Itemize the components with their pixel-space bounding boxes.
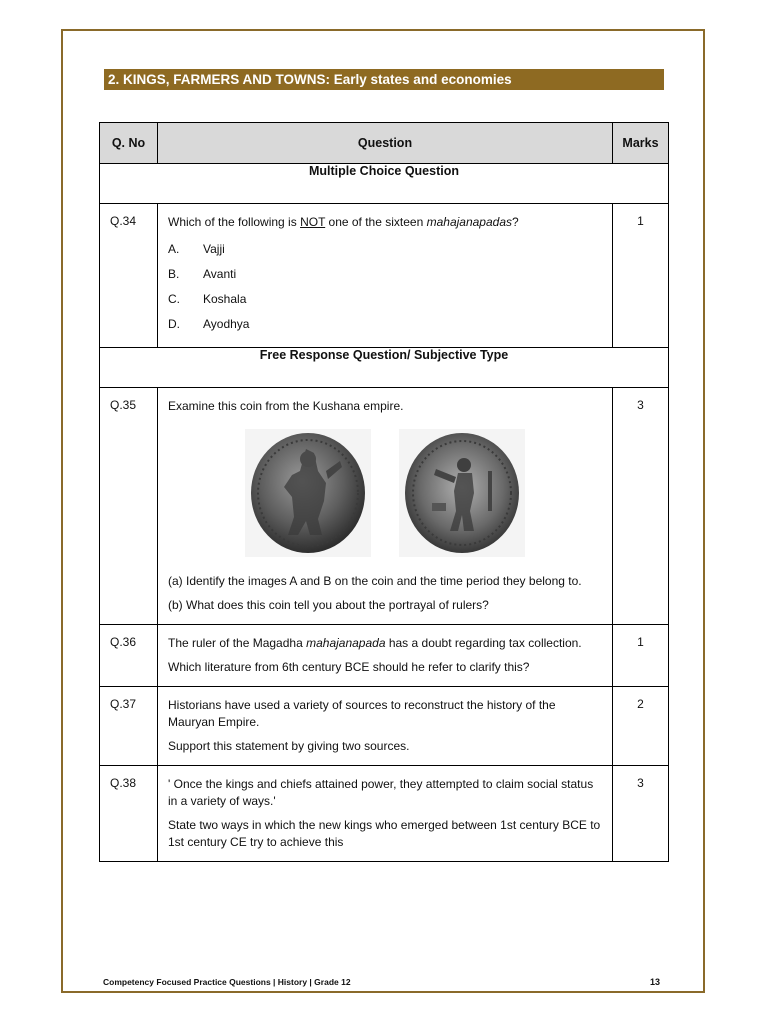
q35-part-b: (b) What does this coin tell you about the portrayal of rulers? [168,598,489,612]
question-text [158,625,613,687]
question-number: Q.38 [100,766,158,862]
q37-text1: Historians have used a variety of sources to reconstruct the history of the Mauryan Empire. [168,698,556,729]
table-row [100,687,669,766]
question-number: Q.37 [100,687,158,766]
marks-value: 2 [613,687,669,766]
q35-intro: Examine this coin from the Kushana empire. [168,399,404,413]
q36-text1: The ruler of the Magadha mahajanapada has a doubt regarding tax collection. [168,636,582,650]
table-row [100,388,669,625]
question-text [158,204,613,348]
mcq-heading: Multiple Choice Question [100,164,669,204]
coin-image-b [399,429,525,557]
q36-text2: Which literature from 6th century BCE should he refer to clarify this? [168,660,530,674]
q37-text2: Support this statement by giving two sources. [168,739,410,753]
table-row [100,625,669,687]
coin-image-a [245,429,371,557]
frq-heading: Free Response Question/ Subjective Type [100,348,669,388]
option-b: B. Avanti [168,267,237,281]
option-a: A. Vajji [168,242,225,256]
header-question: Question [158,123,613,164]
q35-part-a: (a) Identify the images A and B on the coin and the time period they belong to. [168,574,582,588]
mcq-heading-row [100,164,669,204]
option-list [168,237,602,337]
question-number: Q.35 [100,388,158,625]
q38-text2: State two ways in which the new kings who emerged between 1st century BCE to 1st century CE try to achieve this [168,818,601,849]
question-text [158,388,613,625]
question-number: Q.36 [100,625,158,687]
q38-text1: ' Once the kings and chiefs attained power, they attempted to claim social status in a variety of ways.' [168,777,594,808]
marks-value: 1 [613,204,669,348]
marks-value: 1 [613,625,669,687]
question-number: Q.34 [100,204,158,348]
marks-value: 3 [613,388,669,625]
question-text [158,687,613,766]
marks-value: 3 [613,766,669,862]
table-row [100,766,669,862]
question-table [99,122,669,862]
section-title: 2. KINGS, FARMERS AND TOWNS: Early states and economies [104,69,664,90]
option-c: C. Koshala [168,292,247,306]
footer-text: Competency Focused Practice Questions | History | Grade 12 [103,977,351,987]
q34-stem: Which of the following is NOT one of the sixteen mahajanapadas? [168,215,519,229]
page-number: 13 [650,977,661,987]
option-d: D. Ayodhya [168,317,250,331]
header-qno: Q. No [100,123,158,164]
header-marks: Marks [613,123,669,164]
frq-heading-row [100,348,669,388]
table-row [100,204,669,348]
coin-images [168,429,602,557]
question-text [158,766,613,862]
table-header-row [100,123,669,164]
